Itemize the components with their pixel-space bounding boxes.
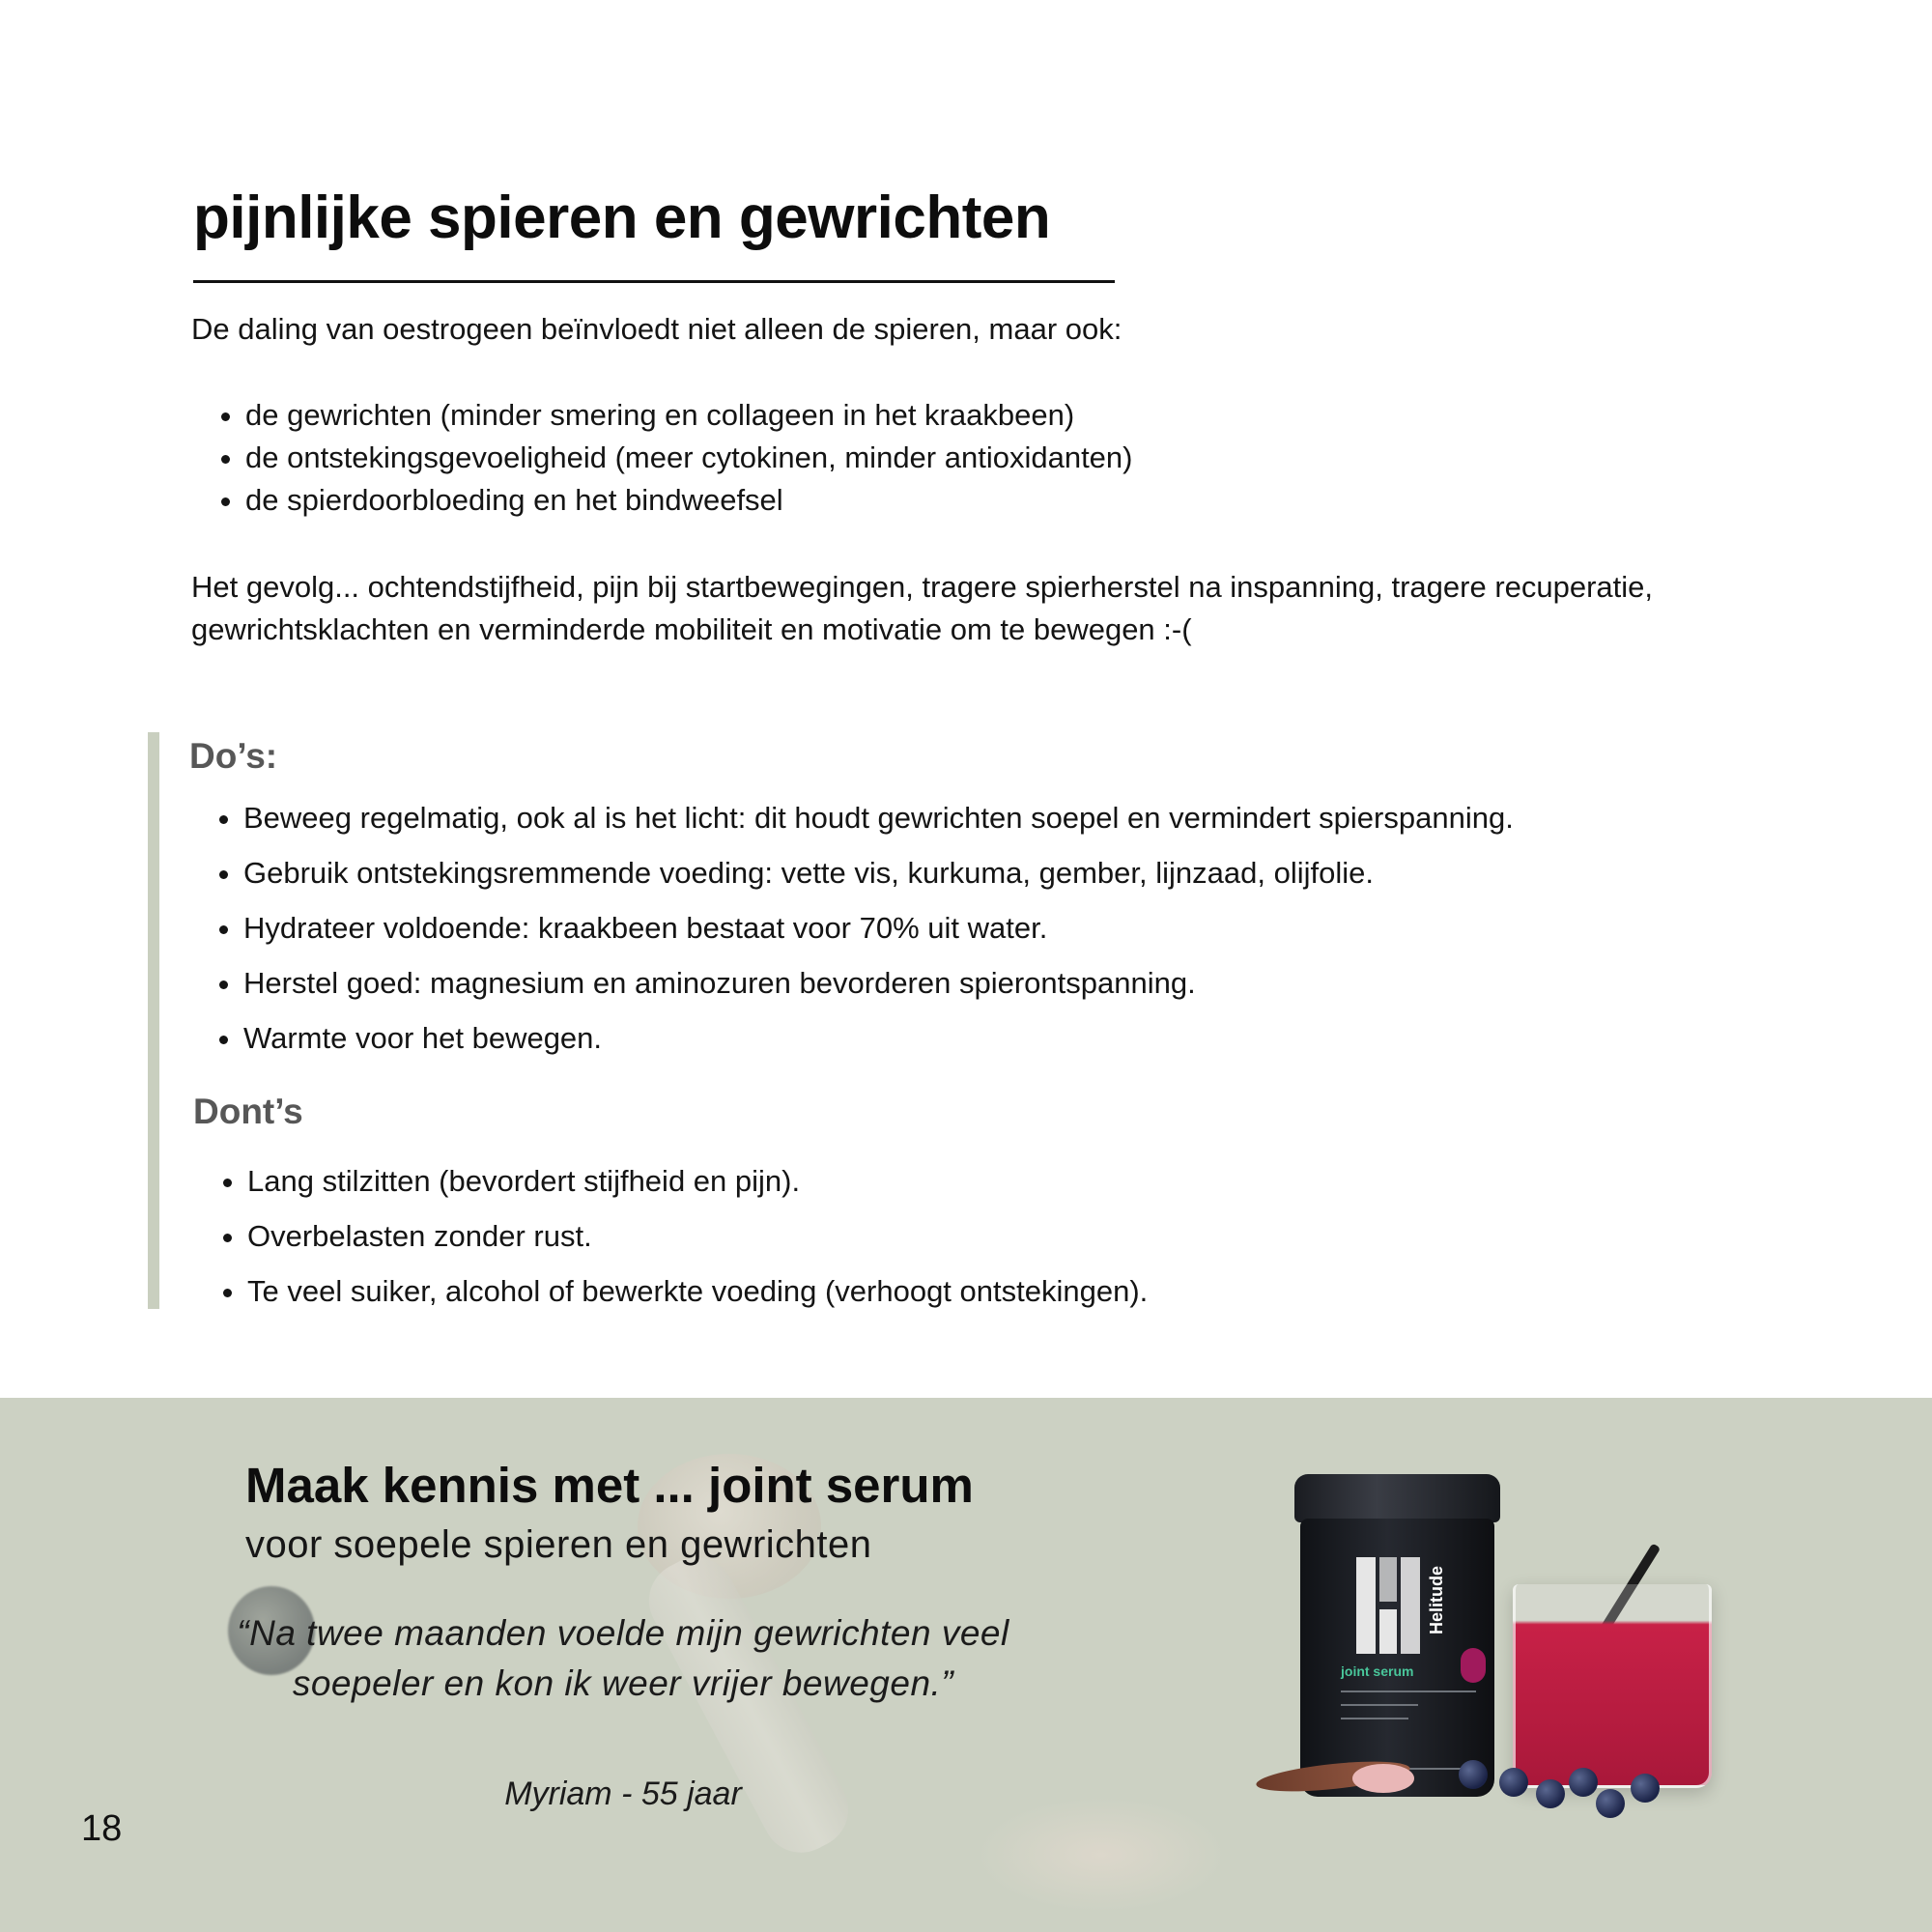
title-underline: [193, 280, 1115, 283]
dos-list: [189, 790, 1514, 1065]
list-item: • Beweeg regelmatig, ook al is het licht: dit houdt gewrichten soepel en vermindert spierspanning.: [243, 790, 1514, 845]
brand-logo-icon: [1356, 1557, 1420, 1654]
powder-image: [976, 1797, 1227, 1913]
product-name: joint serum: [1341, 1663, 1414, 1679]
list-item: • Herstel goed: magnesium en aminozuren bevorderen spierontspanning.: [243, 955, 1514, 1010]
drink-glass-image: [1513, 1584, 1712, 1788]
list-item: • Te veel suiker, alcohol of bewerkte voeding (verhoogt ontstekingen).: [247, 1264, 1148, 1319]
blueberry-icon: [1536, 1779, 1565, 1808]
dos-heading: Do’s:: [189, 736, 278, 776]
testimonial-author: Myriam - 55 jaar: [504, 1776, 742, 1812]
product-jar-image: [1294, 1474, 1500, 1764]
list-item: • de spierdoorbloeding en het bindweefsel: [245, 479, 1132, 522]
tips-accent-bar: [148, 732, 159, 1309]
product-brand: Helitude: [1427, 1565, 1446, 1634]
page-number: 18: [81, 1808, 123, 1849]
jar-body: [1300, 1519, 1494, 1797]
list-item: • Lang stilzitten (bevordert stijfheid en pijn).: [247, 1153, 1148, 1208]
blueberry-icon: [1459, 1760, 1488, 1789]
intro-text: De daling van oestrogeen beïnvloedt niet alleen de spieren, maar ook:: [191, 312, 1122, 346]
effects-list: [191, 394, 1132, 522]
testimonial-quote: “Na twee maanden voelde mijn gewrichten veel soepeler en kon ik weer vrijer bewegen.”: [237, 1613, 1009, 1703]
list-item: • Gebruik ontstekingsremmende voeding: vette vis, kurkuma, gember, lijnzaad, olijfolie.: [243, 845, 1514, 900]
list-item: • de gewrichten (minder smering en collageen in het kraakbeen): [245, 394, 1132, 437]
donts-list: [193, 1153, 1148, 1319]
powder-on-spoon-image: [1352, 1764, 1414, 1793]
list-item: • Overbelasten zonder rust.: [247, 1208, 1148, 1264]
list-item: • Hydrateer voldoende: kraakbeen bestaat voor 70% uit water.: [243, 900, 1514, 955]
promo-title: Maak kennis met ... joint serum: [245, 1458, 974, 1513]
promo-subtitle: voor soepele spieren en gewrichten: [245, 1523, 872, 1566]
jar-lid: [1294, 1474, 1500, 1522]
consequence-text: Het gevolg... ochtendstijfheid, pijn bij startbewegingen, tragere spierherstel na inspanning, tragere recuperatie, gewrichtsklachten en verminderde mobiliteit en motivatie om te bewegen :-(: [191, 570, 1654, 646]
blueberry-icon: [1569, 1768, 1598, 1797]
blueberry-icon: [1596, 1789, 1625, 1818]
list-item: • Warmte voor het bewegen.: [243, 1010, 1514, 1065]
flavor-badge: [1461, 1648, 1486, 1683]
list-item: • de ontstekingsgevoeligheid (meer cytokinen, minder antioxidanten): [245, 437, 1132, 479]
page-title: pijnlijke spieren en gewrichten: [193, 185, 1051, 251]
blueberry-icon: [1631, 1774, 1660, 1803]
blueberry-icon: [1499, 1768, 1528, 1797]
donts-heading: Dont’s: [193, 1092, 303, 1131]
